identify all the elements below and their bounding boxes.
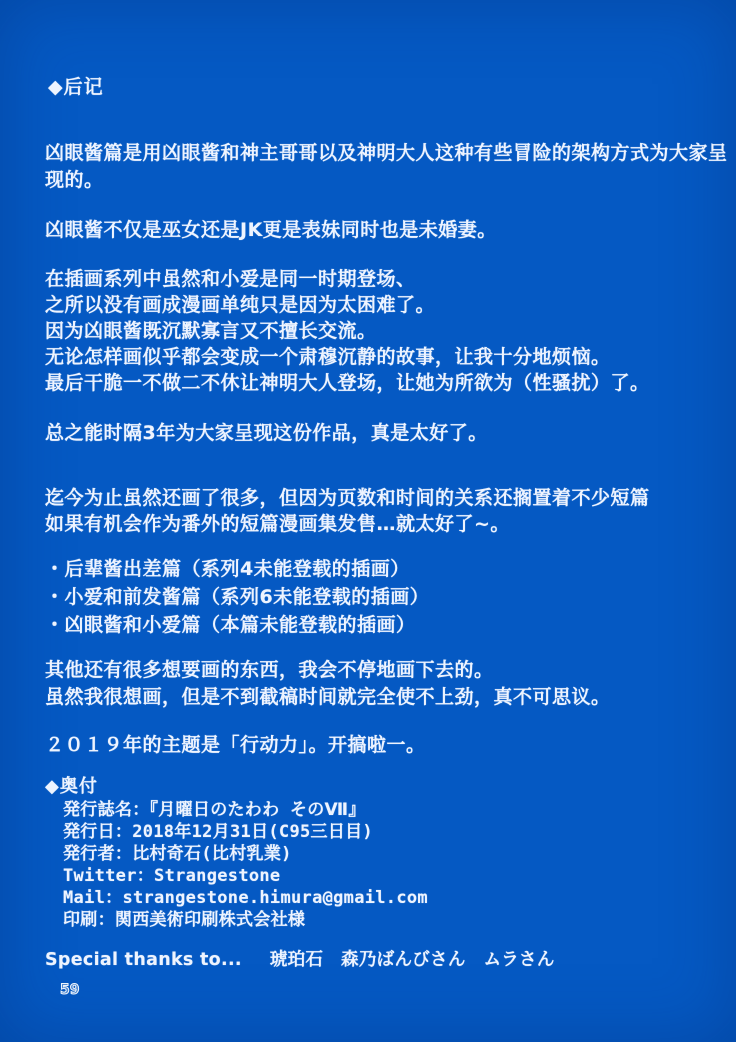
- text-line: 如果有机会作为番外的短篇漫画集发售…就太好了~。: [45, 513, 510, 535]
- paragraph-keep-drawing: [45, 657, 736, 711]
- text-line: 因为凶眼酱既沉默寡言又不擅长交流。: [45, 320, 377, 342]
- paragraph-difficulty: [45, 266, 736, 396]
- text-line: 无论怎样画似乎都会变成一个肃穆沉静的故事，让我十分地烦恼。: [45, 346, 611, 368]
- colophon-list: [63, 799, 736, 931]
- page-number: 59: [60, 982, 80, 998]
- colophon-line-title: 発行誌名：『月曜日のたわわ そのⅦ』: [63, 800, 366, 820]
- list-item: ・后辈酱出差篇（系列4未能登载的插画）: [45, 558, 410, 580]
- paragraph-shelved-shorts: [45, 485, 736, 537]
- paragraph-2019-theme: ２０１９年的主题是「行动力」。开搞啦一。: [45, 734, 426, 756]
- shelved-stories-list: [45, 555, 736, 639]
- text-line: 最后干脆一不做二不休让神明大人登场，让她为所欲为（性骚扰）了。: [45, 372, 650, 394]
- colophon-heading: ◆奥付: [45, 776, 98, 797]
- colophon-line-publisher: 発行者：比村奇石(比村乳業): [63, 844, 292, 864]
- special-thanks: [45, 948, 736, 972]
- colophon-line-date: 発行日：2018年12月31日(C95三日目): [63, 822, 373, 842]
- paragraph-intro: 凶眼酱篇是用凶眼酱和神主哥哥以及神明大人这种有些冒险的架构方式为大家呈现的。: [45, 142, 728, 191]
- special-thanks-label: Special thanks to...: [45, 950, 242, 970]
- paragraph-three-years: 总之能时隔3年为大家呈现这份作品，真是太好了。: [45, 422, 488, 444]
- text-line: 在插画系列中虽然和小爱是同一时期登场、: [45, 268, 416, 290]
- text-line: 之所以没有画成漫画单纯只是因为太困难了。: [45, 294, 436, 316]
- text-line: 其他还有很多想要画的东西，我会不停地画下去的。: [45, 659, 494, 681]
- list-item: ・凶眼酱和小爱篇（本篇未能登载的插画）: [45, 614, 416, 636]
- paragraph-character: 凶眼酱不仅是巫女还是JK更是表妹同时也是未婚妻。: [45, 219, 497, 241]
- special-thanks-names: 琥珀石 森乃ばんびさん ムラさん: [269, 950, 555, 970]
- afterword-heading: ◆后记: [48, 76, 104, 98]
- text-line: 虽然我很想画，但是不到截稿时间就完全使不上劲，真不可思议。: [45, 686, 611, 708]
- text-line: 迄今为止虽然还画了很多，但因为页数和时间的关系还搁置着不少短篇: [45, 487, 650, 509]
- list-item: ・小爱和前发酱篇（系列6未能登载的插画）: [45, 586, 430, 608]
- colophon-line-twitter: Twitter：Strangestone: [63, 866, 281, 886]
- colophon-line-printer: 印刷：関西美術印刷株式会社様: [63, 910, 306, 930]
- colophon-line-mail: Mail：strangestone.himura@gmail.com: [63, 888, 428, 908]
